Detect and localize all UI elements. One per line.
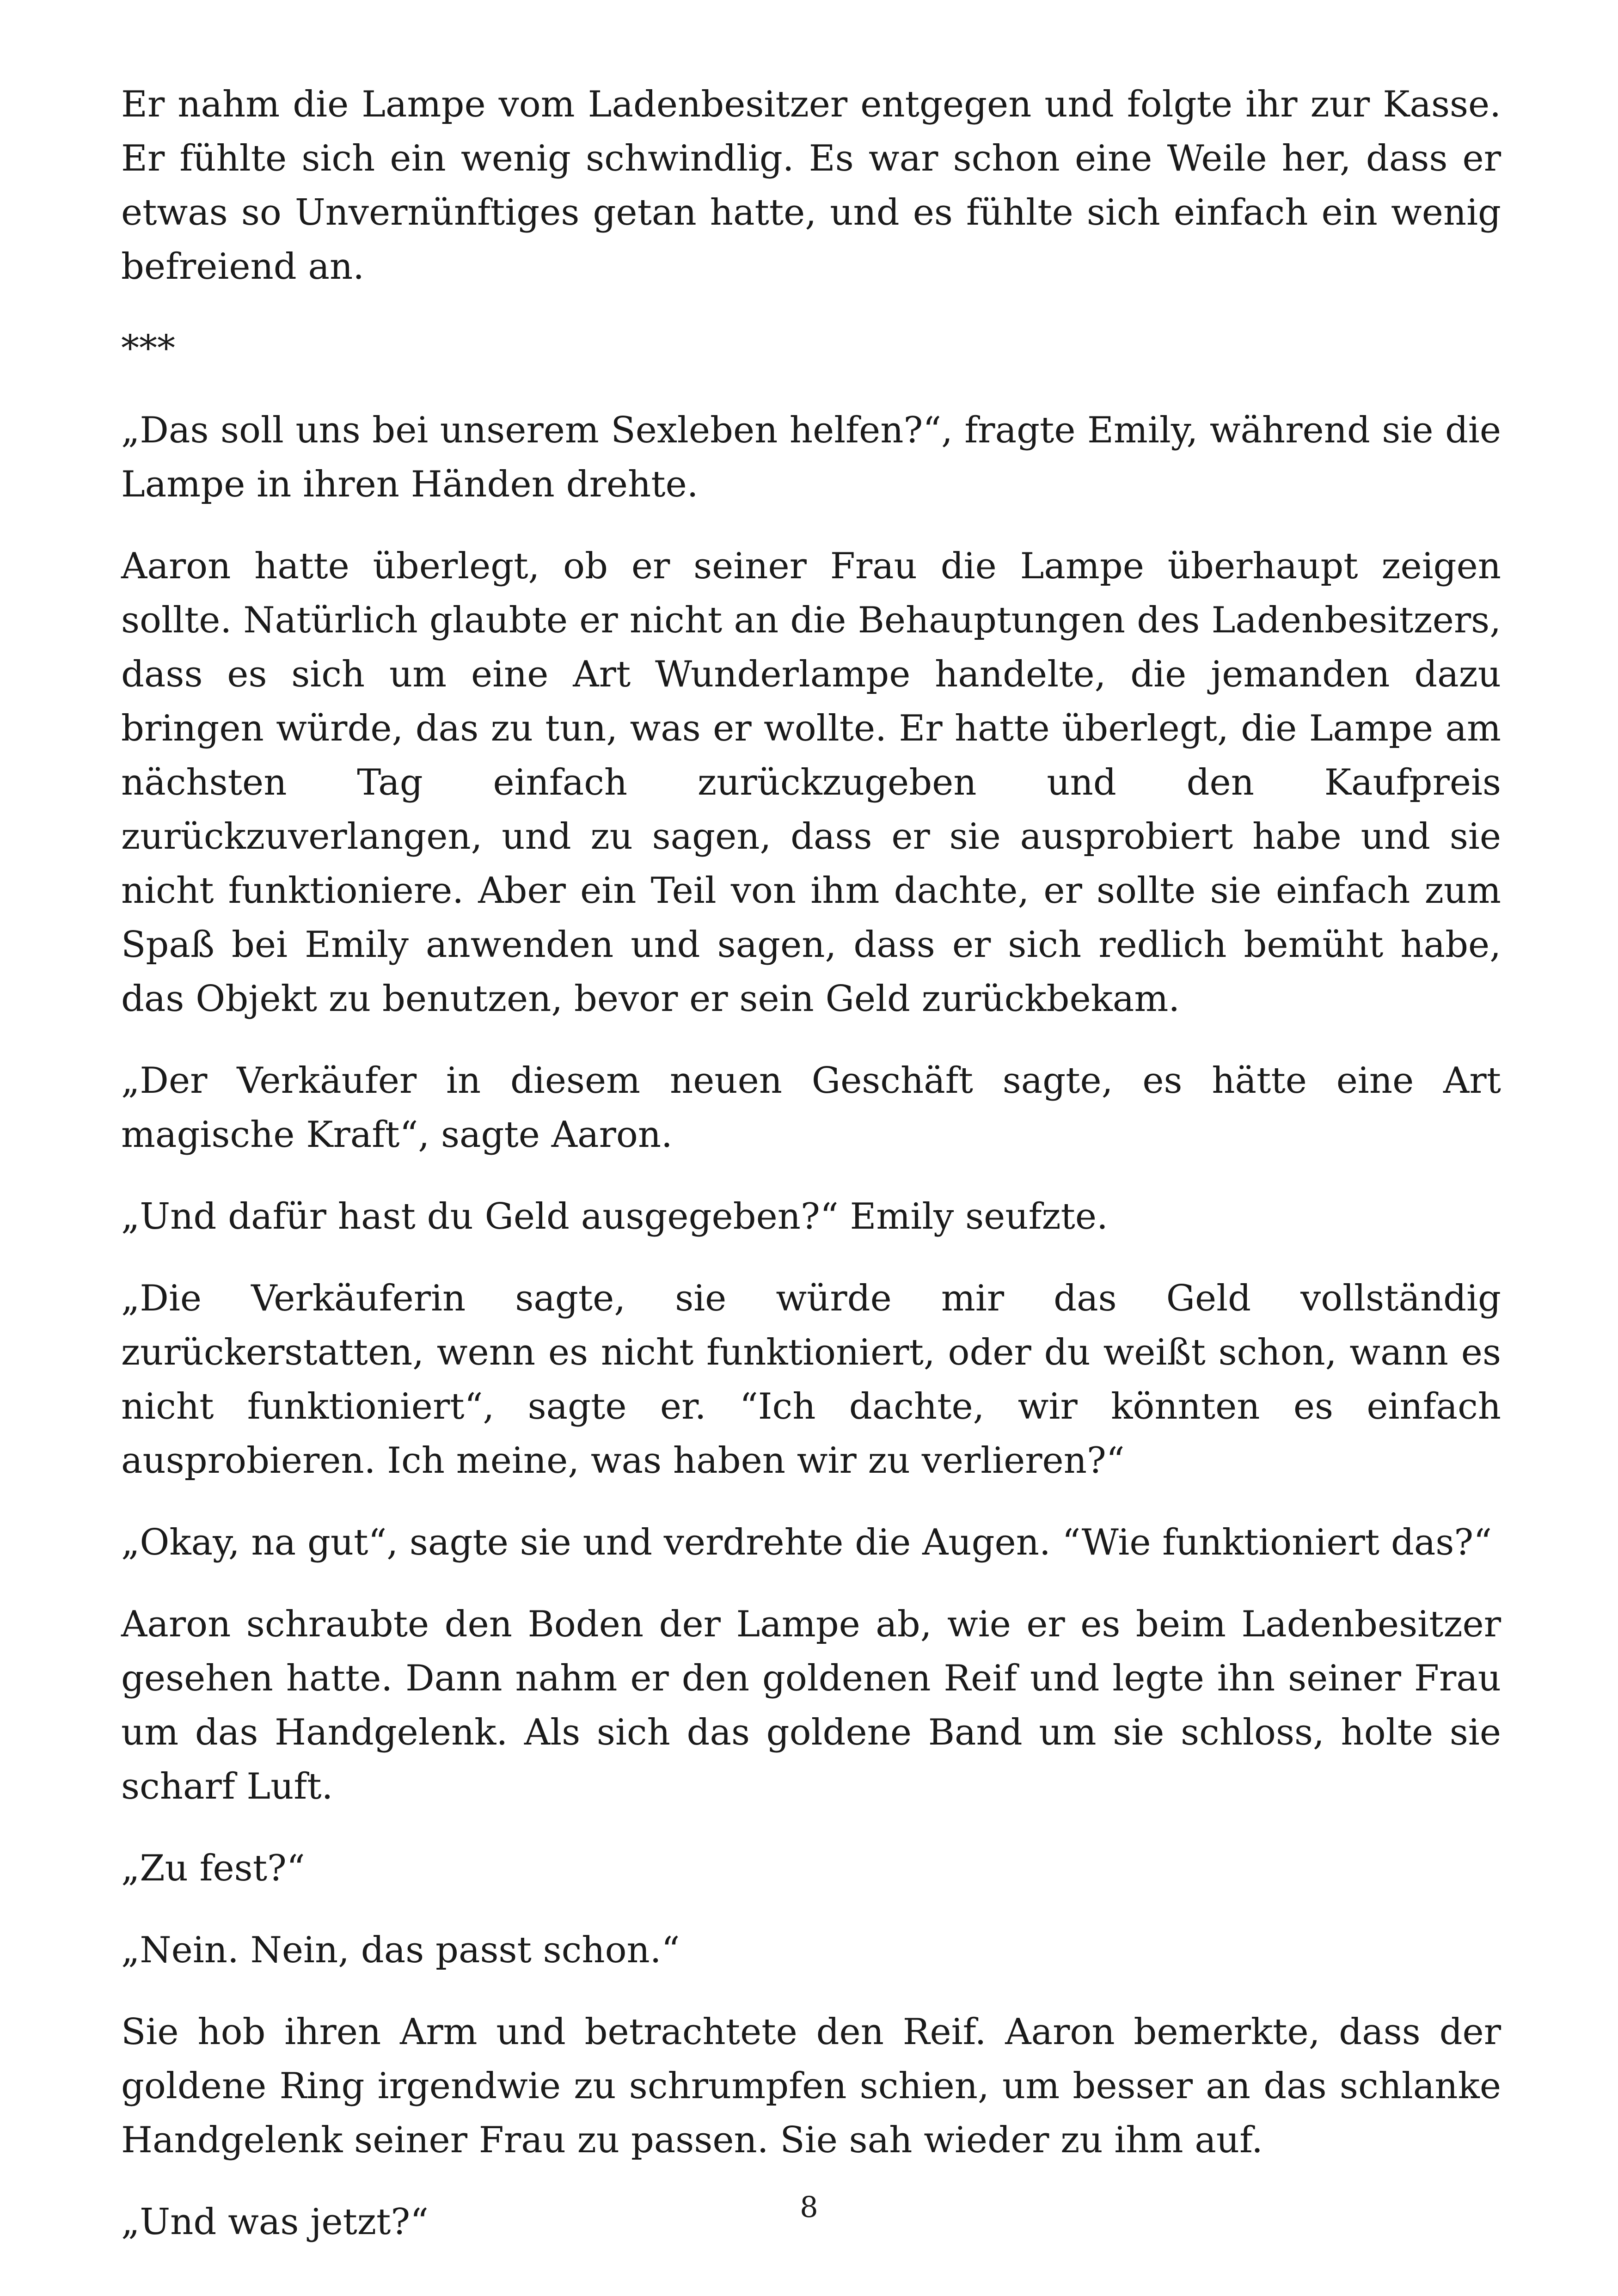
paragraph-4: „Der Verkäufer in diesem neuen Geschäft sagte, es hätte eine Art magische Kraft“, sagte Aaron.: [121, 1060, 1501, 1156]
paragraph-11: Sie hob ihren Arm und betrachtete den Reif. Aaron bemerkte, dass der goldene Ring irgendwie zu schrumpfen schien, um besser an das schlanke Handgelenk seiner Frau zu passen. Sie sah wieder zu ihm auf.: [121, 2011, 1501, 2161]
paragraph-3: Aaron hatte überlegt, ob er seiner Frau die Lampe überhaupt zeigen sollte. Natürlich glaubte er nicht an die Behauptungen des Ladenbesitzers, dass es sich um eine Art Wunderlampe handelte, die jemanden dazu bringen würde, das zu tun, was er wollte. Er hatte überlegt, die Lampe am nächsten Tag einfach zurückzugeben und den Kaufpreis zurückzuverlangen, und zu sagen, dass er sie ausprobiert habe und sie nicht funktioniere. Aber ein Teil von ihm dachte, er sollte sie einfach zum Spaß bei Emily anwenden und sagen, dass er sich redlich bemüht habe, das Objekt zu benutzen, bevor er sein Geld zurückbekam.: [121, 545, 1501, 1020]
page-body: [121, 78, 1501, 2277]
paragraph-12: „Und was jetzt?“: [121, 2201, 429, 2243]
paragraph-5: „Und dafür hast du Geld ausgegeben?“ Emily seufzte.: [121, 1196, 1108, 1237]
paragraph-10: „Nein. Nein, das passt schon.“: [121, 1929, 680, 1971]
paragraph-9: „Zu fest?“: [121, 1848, 305, 1889]
paragraph-7: „Okay, na gut“, sagte sie und verdrehte die Augen. “Wie funktioniert das?“: [121, 1522, 1492, 1563]
paragraph-6: „Die Verkäuferin sagte, sie würde mir das Geld vollständig zurückerstatten, wenn es nicht funktioniert, oder du weißt schon, wann es nicht funktioniert“, sagte er. “Ich dachte, wir könnten es einfach ausprobieren. Ich meine, was haben wir zu verlieren?“: [121, 1278, 1501, 1482]
paragraph-2: „Das soll uns bei unserem Sexleben helfen?“, fragte Emily, während sie die Lampe in ihren Händen drehte.: [121, 410, 1501, 505]
paragraph-8: Aaron schraubte den Boden der Lampe ab, wie er es beim Ladenbesitzer gesehen hatte. Dann nahm er den goldenen Reif und legte ihn seiner Frau um das Handgelenk. Als sich das goldene Band um sie schloss, holte sie scharf Luft.: [121, 1604, 1501, 1807]
scene-separator: ***: [121, 328, 175, 369]
paragraph-1: Er nahm die Lampe vom Ladenbesitzer entgegen und folgte ihr zur Kasse. Er fühlte sich ein wenig schwindlig. Es war schon eine Weile her, dass er etwas so Unvernünftiges getan hatte, und es fühlte sich einfach ein wenig befreiend an.: [121, 84, 1501, 288]
page-number: 8: [800, 2190, 818, 2224]
